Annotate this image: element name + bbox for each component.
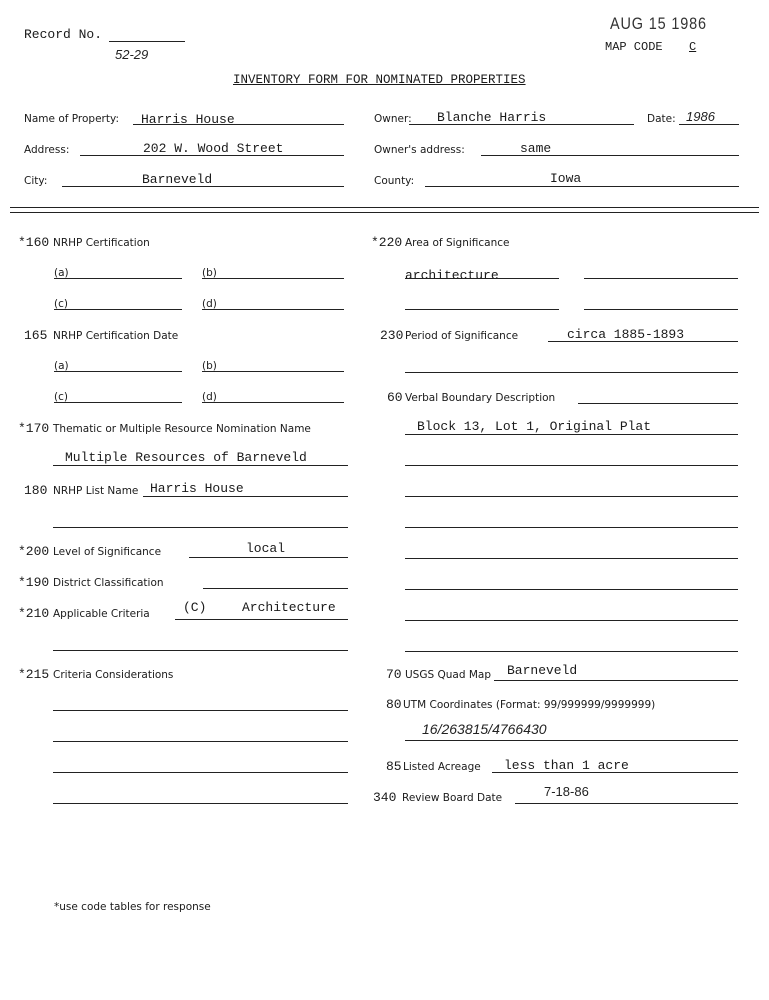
property-name-label: Name of Property: [24,113,119,125]
address-label: Address: [24,144,70,156]
owner-value: Blanche Harris [437,110,547,125]
owner-address-value: same [520,141,552,156]
field-220-line-3 [405,309,559,310]
field-210-code: *210 [18,606,50,621]
field-160-d-label: (d) [202,298,217,310]
field-70-code: 70 [386,667,402,682]
field-340-code: 340 [373,790,397,805]
field-215-label: Criteria Considerations [53,669,174,681]
field-80-code: 80 [386,697,402,712]
owner-address-label: Owner's address: [374,144,465,156]
form-title: INVENTORY FORM FOR NOMINATED PROPERTIES [233,73,526,87]
field-165-a-label: (a) [54,360,69,372]
field-60-label: Verbal Boundary Description [405,392,556,404]
date-received-stamp: AUG 15 1986 [610,14,707,33]
field-210-value: Architecture [242,600,336,615]
field-60-line-3 [405,465,738,466]
field-80-value: 16/263815/4766430 [422,721,547,737]
field-165-code: 165 [24,328,48,343]
field-210-line [175,619,348,620]
field-160-b-line [202,278,344,279]
field-180-label: NRHP List Name [53,485,139,497]
field-60-code: 60 [387,390,403,405]
owner-label: Owner: [374,113,412,125]
field-170-label: Thematic or Multiple Resource Nomination Name [53,423,311,435]
field-180-code: 180 [24,483,48,498]
field-200-value: local [246,541,286,556]
field-220-code: *220 [371,235,403,250]
field-340-label: Review Board Date [402,792,503,804]
field-60-line-6 [405,558,738,559]
field-210-criteria-code: (C) [183,600,207,615]
county-value: Iowa [550,171,582,186]
field-230-label: Period of Significance [405,330,519,342]
field-180-line-2 [53,527,348,528]
field-200-label: Level of Significance [53,546,162,558]
field-220-value: architecture [405,268,499,283]
field-160-b-label: (b) [202,267,217,279]
field-165-a-line [54,371,182,372]
field-165-c-line [54,402,182,403]
field-60-value: Block 13, Lot 1, Original Plat [417,419,652,434]
field-165-b-label: (b) [202,360,217,372]
field-215-code: *215 [18,667,50,682]
field-230-code: 230 [380,328,404,343]
field-165-d-label: (d) [202,391,217,403]
field-215-line-3 [53,772,348,773]
map-code-label: MAP CODE [605,40,663,54]
field-160-c-line [54,309,182,310]
address-value: 202 W. Wood Street [143,141,284,156]
field-170-line [53,465,348,466]
field-160-label: NRHP Certification [53,237,150,249]
field-170-value: Multiple Resources of Barneveld [65,450,307,465]
field-180-line [143,496,348,497]
field-170-code: *170 [18,421,50,436]
city-label: City: [24,175,48,187]
field-340-value: 7-18-86 [544,784,589,799]
date-line [679,124,739,125]
field-190-line [203,588,348,589]
field-160-c-label: (c) [54,298,68,310]
field-70-value: Barneveld [507,663,578,678]
field-230-line-2 [405,372,738,373]
field-70-line [494,680,738,681]
field-60-line [578,403,738,404]
separator-top [10,207,759,208]
field-200-code: *200 [18,544,50,559]
field-180-value: Harris House [150,481,244,496]
field-220-label: Area of Significance [405,237,510,249]
field-160-code: *160 [18,235,50,250]
field-230-value: circa 1885-1893 [567,327,685,342]
field-190-label: District Classification [53,577,164,589]
field-85-code: 85 [386,759,402,774]
record-number-label: Record No. [24,27,103,42]
date-value: 1986 [686,109,715,124]
field-220-line-4 [584,309,738,310]
date-label: Date: [647,113,676,125]
field-80-line [405,740,738,741]
field-165-b-line [202,371,344,372]
field-210-label: Applicable Criteria [53,608,150,620]
county-label: County: [374,175,415,187]
field-70-label: USGS Quad Map [405,669,492,681]
map-code-value: C [689,40,697,54]
field-85-value: less than 1 acre [504,758,629,773]
field-165-d-line [202,402,344,403]
field-215-line-4 [53,803,348,804]
field-160-a-label: (a) [54,267,69,279]
field-60-line-2 [405,434,738,435]
property-name-value: Harris House [141,112,235,127]
field-60-line-7 [405,589,738,590]
field-60-line-9 [405,651,738,652]
field-190-code: *190 [18,575,50,590]
field-60-line-5 [405,527,738,528]
field-340-line [515,803,738,804]
separator-bottom [10,212,759,213]
field-160-a-line [54,278,182,279]
city-value: Barneveld [142,172,213,187]
field-165-c-label: (c) [54,391,68,403]
field-80-label: UTM Coordinates (Format: 99/999999/9999999) [403,699,656,711]
field-60-line-8 [405,620,738,621]
field-215-line-1 [53,710,348,711]
field-85-line [492,772,738,773]
field-210-line-2 [53,650,348,651]
footer-note: *use code tables for response [54,901,211,913]
field-60-line-4 [405,496,738,497]
field-230-line [548,341,738,342]
field-200-line [189,557,348,558]
field-165-label: NRHP Certification Date [53,330,179,342]
field-215-line-2 [53,741,348,742]
field-160-d-line [202,309,344,310]
record-number-line [109,41,185,42]
county-line [425,186,739,187]
field-220-line-1 [405,278,559,279]
record-number-value: 52-29 [115,47,149,62]
field-85-label: Listed Acreage [403,761,481,773]
field-220-line-2 [584,278,738,279]
